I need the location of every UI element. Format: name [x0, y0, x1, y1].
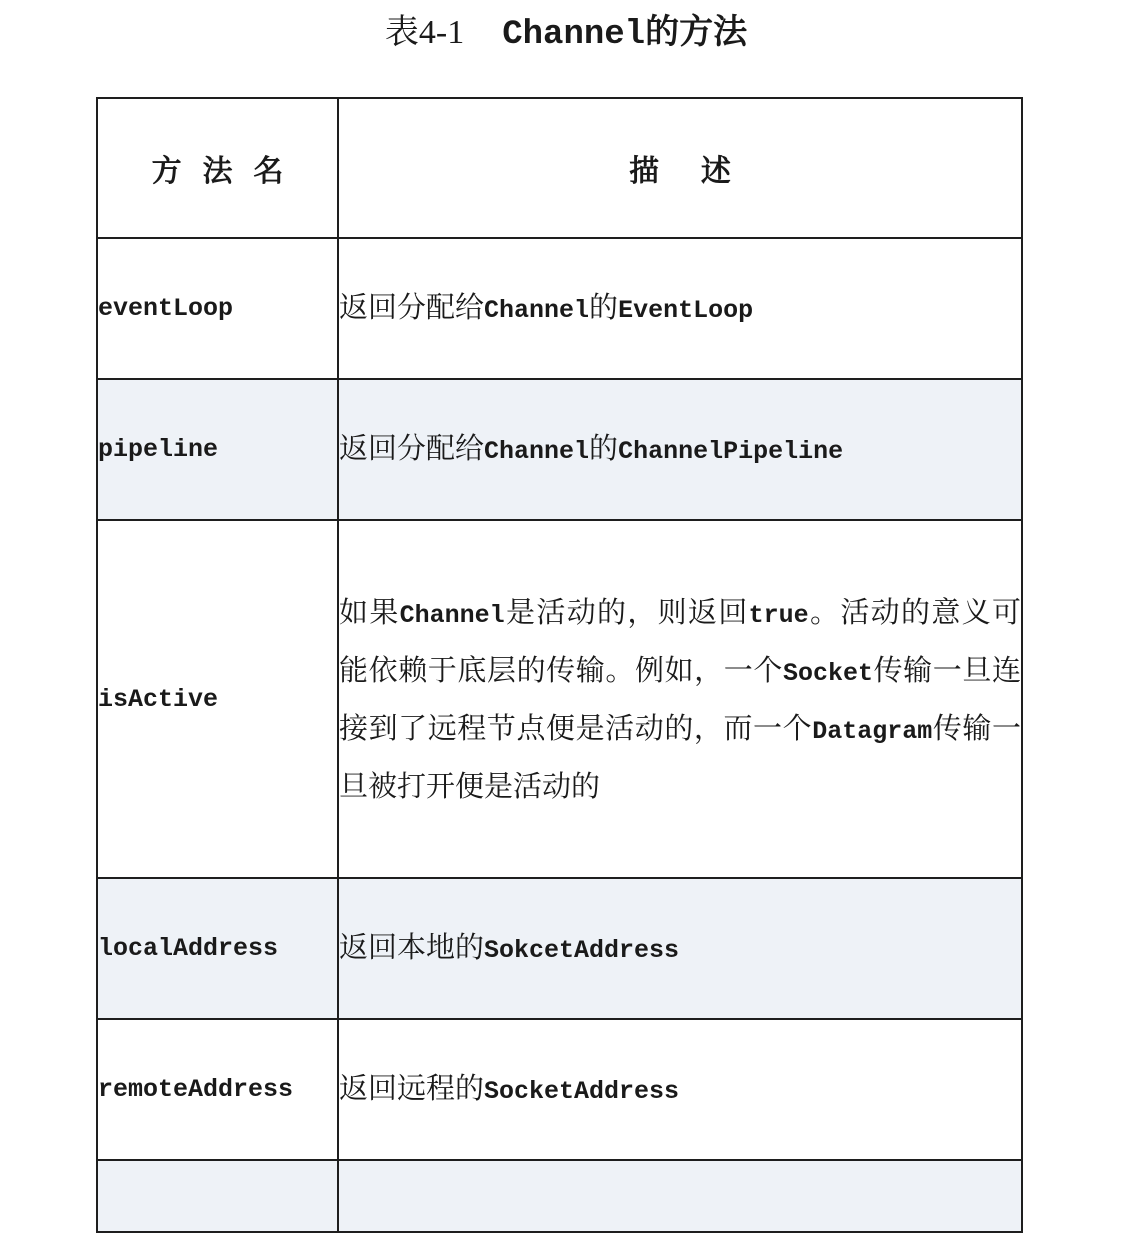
method-name: remoteAddress [97, 1019, 338, 1160]
table-row [97, 1160, 1022, 1232]
method-description: 返回远程的SocketAddress [338, 1019, 1022, 1160]
method-description: 如果Channel是活动的，则返回true。活动的意义可能依赖于底层的传输。例如，一个Socket传输一旦连接到了远程节点便是活动的，而一个Datagram传输一旦被打开便是活动的 [338, 520, 1022, 878]
header-description: 描 述 [338, 98, 1022, 238]
method-name: isActive [97, 520, 338, 878]
table-number: 表4-1 [384, 14, 465, 51]
table-row [97, 238, 1022, 379]
method-name: pipeline [97, 379, 338, 520]
method-description: 返回本地的SokcetAddress [338, 878, 1022, 1019]
caption-class-name: Channel [502, 16, 646, 54]
table-caption [0, 4, 1132, 60]
method-name: localAddress [97, 878, 338, 1019]
table-row [97, 520, 1022, 878]
table-header-row [97, 98, 1022, 238]
table-row [97, 379, 1022, 520]
empty-cell [97, 1160, 338, 1232]
header-method-name: 方 法 名 [97, 98, 338, 238]
caption-suffix: 的方法 [645, 12, 748, 52]
method-name: eventLoop [97, 238, 338, 379]
table-row [97, 878, 1022, 1019]
method-description: 返回分配给Channel的EventLoop [338, 238, 1022, 379]
method-description: 返回分配给Channel的ChannelPipeline [338, 379, 1022, 520]
methods-table [96, 97, 1023, 1233]
empty-cell [338, 1160, 1022, 1232]
table-row [97, 1019, 1022, 1160]
